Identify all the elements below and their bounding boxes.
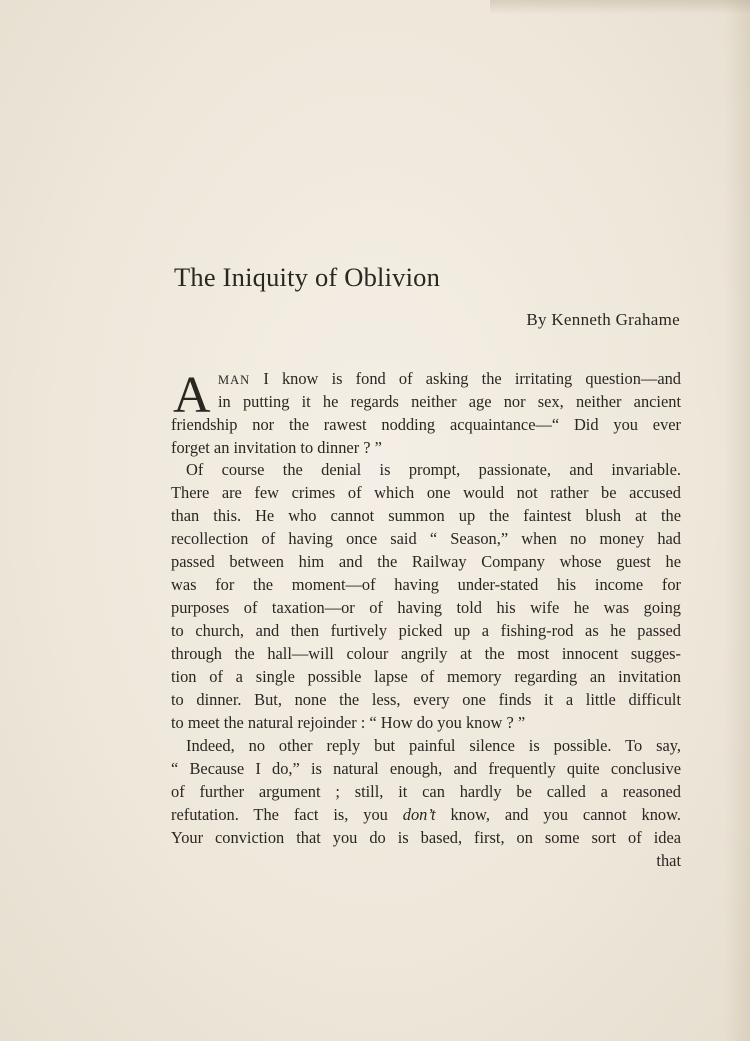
text-line: to church, and then furtively picked up a fishing-rod as he passed	[171, 621, 681, 640]
text-line: in putting it he regards neither age nor sex, neither ancient	[218, 392, 681, 411]
page-top-shadow	[490, 0, 750, 14]
article-title: The Iniquity of Oblivion	[174, 262, 441, 292]
article-byline: By Kenneth Grahame	[526, 310, 680, 329]
text-line: to dinner. But, none the less, every one finds it a little difficult	[171, 690, 681, 709]
text-line: recollection of having once said “ Season,” when no money had	[171, 529, 681, 548]
text-line: Your conviction that you do is based, first, on some sort of idea	[171, 828, 681, 847]
page-edge-shadow	[724, 0, 750, 1041]
text-line: was for the moment—of having under-stated his income for	[171, 575, 681, 594]
text-line: passed between him and the Railway Company whose guest he	[171, 552, 681, 571]
text-line: purposes of taxation—or of having told his wife he was going	[171, 598, 681, 617]
text-line: tion of a single possible lapse of memory regarding an invitation	[171, 667, 681, 686]
text-line: “ Because I do,” is natural enough, and frequently quite conclusive	[171, 759, 681, 778]
text-line: friendship nor the rawest nodding acquaintance—“ Did you ever	[171, 415, 681, 434]
text-line	[218, 368, 681, 390]
text-line: There are few crimes of which one would not rather be accused	[171, 483, 681, 502]
text-line: Indeed, no other reply but painful silence is possible. To say,	[186, 736, 681, 755]
line-text-tail: know, and you cannot know.	[435, 805, 681, 824]
text-line: than this. He who cannot summon up the faintest blush at the	[171, 506, 681, 525]
text-line	[171, 804, 681, 826]
lead-smallcaps: MAN	[218, 373, 251, 387]
drop-cap: A	[173, 367, 211, 424]
line-text: I know is fond of asking the irritating question—and	[250, 369, 681, 388]
text-line: through the hall—will colour angrily at the most innocent sugges-	[171, 644, 681, 663]
text-line: to meet the natural rejoinder : “ How do you know ? ”	[171, 713, 526, 732]
text-line: forget an invitation to dinner ? ”	[171, 438, 382, 457]
text-line: of further argument ; still, it can hardly be called a reasoned	[171, 782, 681, 801]
line-text: refutation. The fact is, you	[171, 805, 403, 824]
catchword: that	[656, 851, 681, 870]
italic-word: don’t	[402, 805, 436, 824]
text-line: Of course the denial is prompt, passionate, and invariable.	[186, 460, 681, 479]
